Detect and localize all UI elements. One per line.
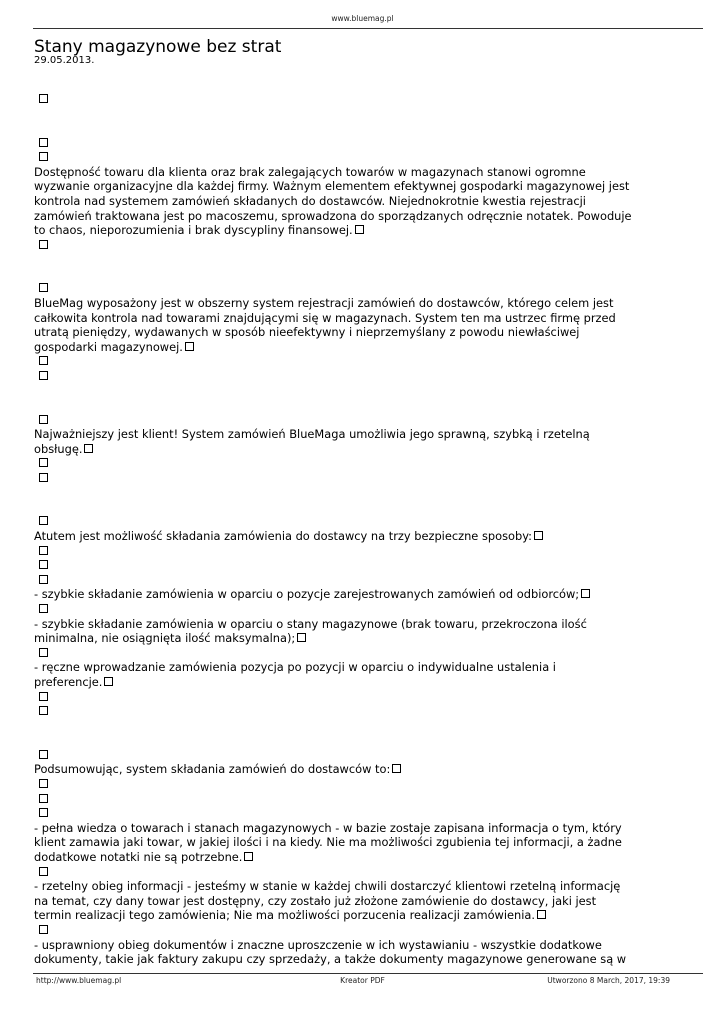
line-text: - szybkie składanie zamówienia w oparciu o stany magazynowe (brak towaru, przekroczona ilość [34,616,587,631]
text-line [34,427,694,442]
missing-glyph-icon [104,677,113,686]
line-text: klient zamawia jaki towar, w jakiej ilości i na kiedy. Nie ma możliwości zgubienia tej informacji, a żadne [34,835,622,850]
line-text: dokumenty, takie jak faktury zakupu czy sprzedaży, a także dokumenty magazynowe generowane są w [34,952,627,967]
empty-line [34,369,694,384]
missing-glyph-icon [244,852,253,861]
line-text: zamówień traktowana jest po macoszemu, sprowadzona do sporządzanych odręcznie notatek. Powoduje [34,208,632,223]
text-line [34,631,694,646]
empty-line [34,792,694,807]
missing-glyph-icon [355,225,364,234]
empty-line [34,456,694,471]
empty-line [34,92,694,107]
spacer [34,384,694,413]
text-line [34,194,694,209]
empty-line [34,544,694,559]
spacer [34,252,694,281]
empty-line [34,281,694,296]
text-line [34,209,694,224]
line-text: preferencje. [34,675,103,689]
missing-glyph-icon [39,692,48,701]
missing-glyph-icon [39,575,48,584]
line-text: - usprawniony obieg dokumentów i znaczne uproszczenie w ich wystawianiu - wszystkie dodatkowe [34,937,602,952]
text-line [34,311,694,326]
missing-glyph-icon [39,925,48,934]
missing-glyph-icon [39,138,48,147]
missing-glyph-icon [185,342,194,351]
empty-line [34,865,694,880]
missing-glyph-icon [39,415,48,424]
line-text: Podsumowując, system składania zamówień do dostawców to: [34,762,391,777]
missing-glyph-icon [39,473,48,482]
line-text: dodatkowe notatki nie są potrzebne. [34,849,243,864]
empty-line [34,514,694,529]
line-text: na temat, czy dany towar jest dostępny, czy zostało już złożone zamówienie do dostawcy, jaki jest [34,893,597,908]
text-line [34,894,694,909]
empty-line [34,573,694,588]
page-title: Stany magazynowe bez strat [34,37,282,57]
line-text: wyzwanie organizacyjne dla każdej firmy. Ważnym elementem efektywnej gospodarki magazynowej jest [34,179,630,194]
line-text: Atutem jest możliwość składania zamówienia do dostawcy na trzy bezpieczne sposoby: [34,529,532,544]
text-line [34,179,694,194]
article-body [34,92,694,967]
text-line [34,223,694,238]
empty-line [34,150,694,165]
empty-line [34,354,694,369]
list-item [34,617,694,632]
list-item [34,660,694,675]
text-line [34,675,694,690]
line-text: to chaos, nieporozumienia i brak dyscypliny finansowej. [34,223,353,238]
missing-glyph-icon [39,750,48,759]
text-line [34,340,694,355]
line-text: Najważniejszy jest klient! System zamówień BlueMaga umożliwia jego sprawną, szybką i rzetelną [34,427,590,442]
empty-line [34,806,694,821]
line-text: kontrola nad systemem zamówień składanych do dostawców. Niejednokrotnie kwestia rejestracji [34,193,586,208]
footer-url-link[interactable]: http://www.bluemag.pl [36,976,122,985]
missing-glyph-icon [39,240,48,249]
missing-glyph-icon [39,779,48,788]
missing-glyph-icon [39,94,48,103]
missing-glyph-icon [39,604,48,613]
missing-glyph-icon [39,283,48,292]
line-text: termin realizacji tego zamówienia; Nie ma możliwości porzucenia realizacji zamówienia. [34,908,536,923]
missing-glyph-icon [39,152,48,161]
list-item [34,587,694,602]
line-text: obsługę. [34,441,83,456]
text-line [34,762,694,777]
text-line [34,835,694,850]
missing-glyph-icon [84,444,93,453]
line-text: Dostępność towaru dla klienta oraz brak zalegających towarów w magazynach stanowi ogromne [34,164,586,179]
list-item [34,938,694,953]
missing-glyph-icon [39,706,48,715]
empty-line [34,602,694,617]
empty-line [34,471,694,486]
text-line [34,442,694,457]
missing-glyph-icon [39,808,48,817]
line-text: utratą pieniędzy, wydawanych w sposób nieefektywny i nieprzemyślany z powodu niewłaściwej [34,325,580,340]
text-line [34,908,694,923]
text-line [34,325,694,340]
spacer [34,107,694,136]
publish-date: 29.05.2013. [34,55,95,66]
empty-line [34,238,694,253]
page-header-url: www.bluemag.pl [331,14,394,23]
missing-glyph-icon [39,648,48,657]
missing-glyph-icon [39,546,48,555]
line-text: BlueMag wyposażony jest w obszerny system rejestracji zamówień do dostawców, którego celem jest [34,295,614,310]
empty-line [34,136,694,151]
line-text: gospodarki magazynowej. [34,339,183,354]
empty-line [34,777,694,792]
text-line [34,165,694,180]
text-line [34,296,694,311]
missing-glyph-icon [39,371,48,380]
missing-glyph-icon [39,794,48,803]
empty-line [34,413,694,428]
line-text: - szybkie składanie zamówienia w oparciu o pozycje zarejestrowanych zamówień od odbiorców; [34,587,580,602]
text-line [34,529,694,544]
line-text: - ręczne wprowadzanie zamówienia pozycja po pozycji w oparciu o indywidualne ustalenia i [34,660,556,675]
missing-glyph-icon [39,458,48,467]
header-divider [33,28,703,29]
line-text: minimalna, nie osiągnięta ilość maksymalna); [34,631,296,646]
missing-glyph-icon [581,589,590,598]
footer-generator: Kreator PDF [340,976,385,985]
empty-line [34,558,694,573]
list-item [34,879,694,894]
missing-glyph-icon [39,867,48,876]
missing-glyph-icon [39,560,48,569]
empty-line [34,923,694,938]
footer-divider [33,973,703,974]
missing-glyph-icon [534,531,543,540]
missing-glyph-icon [537,910,546,919]
missing-glyph-icon [39,516,48,525]
text-line [34,952,694,967]
empty-line [34,690,694,705]
line-text: - pełna wiedza o towarach i stanach magazynowych - w bazie zostaje zapisana informacja o tym, który [34,820,622,835]
missing-glyph-icon [392,764,401,773]
line-text: - rzetelny obieg informacji - jesteśmy w stanie w każdej chwili dostarczyć klientowi rzetelną informację [34,879,621,894]
missing-glyph-icon [297,633,306,642]
spacer [34,719,694,748]
text-line [34,850,694,865]
spacer [34,485,694,514]
list-item [34,821,694,836]
empty-line [34,748,694,763]
empty-line [34,646,694,661]
line-text: całkowita kontrola nad towarami znajdującymi się w magazynach. System ten ma ustrzec firmę przed [34,310,616,325]
empty-line [34,704,694,719]
missing-glyph-icon [39,356,48,365]
footer-created-date: Utworzono 8 March, 2017, 19:39 [547,976,670,985]
